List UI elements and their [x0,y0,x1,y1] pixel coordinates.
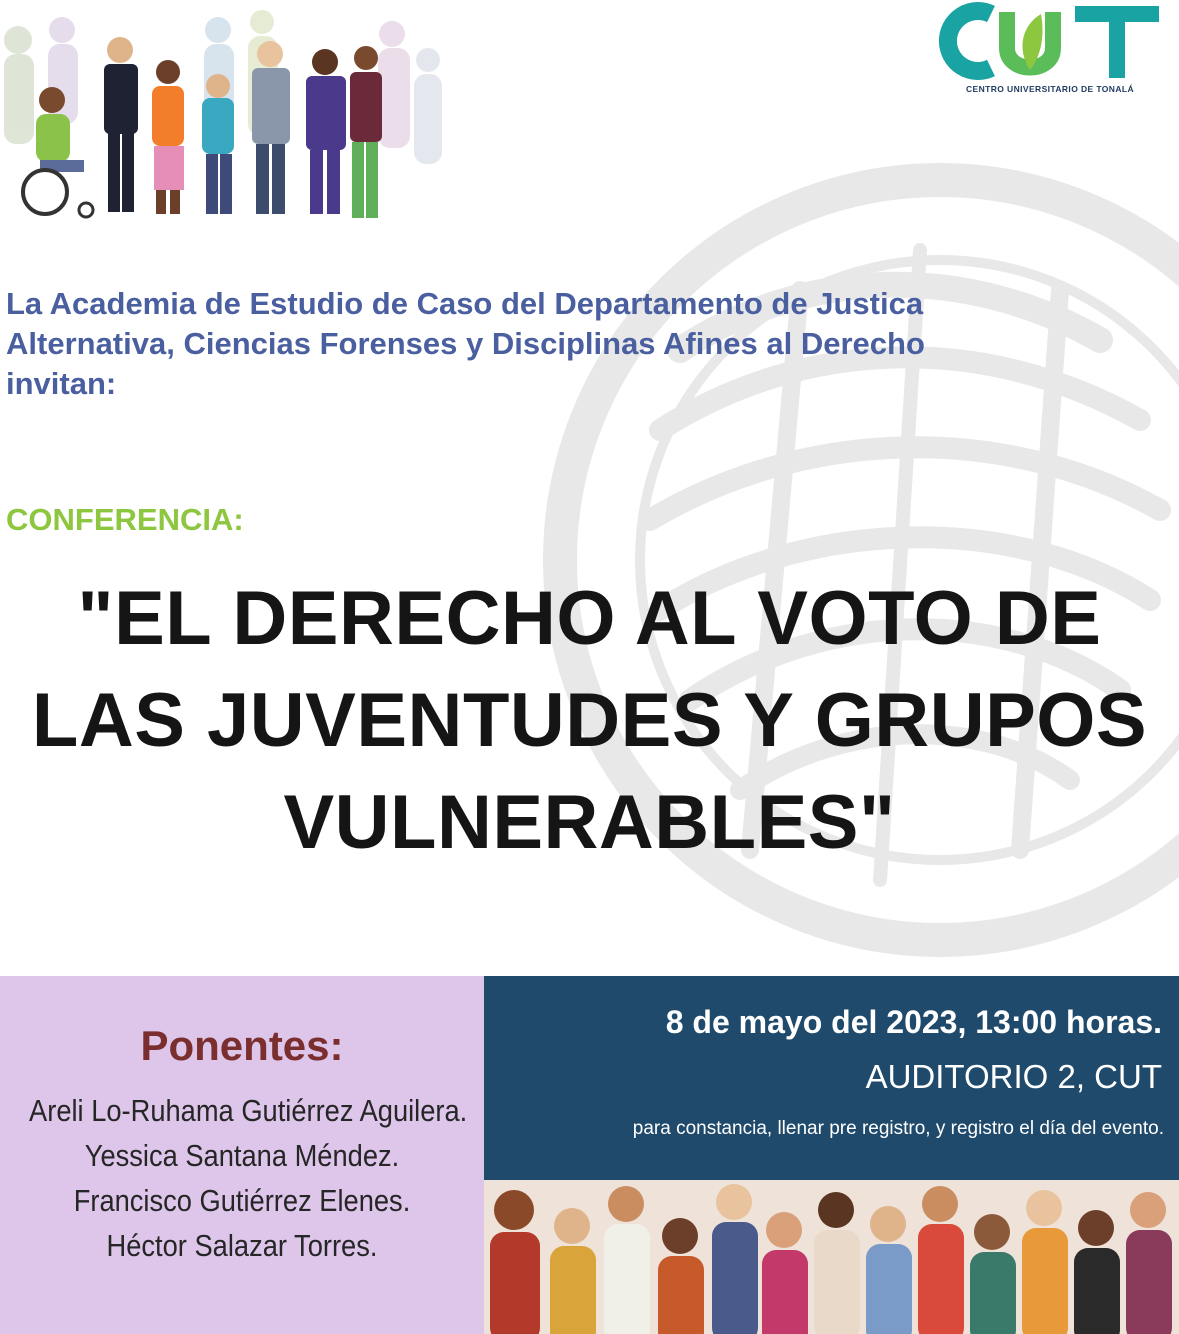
logo-subtitle: CENTRO UNIVERSITARIO DE TONALÁ [966,84,1134,94]
speaker-name: Héctor Salazar Torres. [106,1228,378,1263]
intro-line: Alternativa, Ciencias Forenses y Disciplinas Afines al Derecho [6,326,925,361]
cut-logo [925,0,1175,110]
diverse-crowd-illustration [0,0,450,232]
title-line: LAS JUVENTUDES Y GRUPOS [31,678,1148,763]
cut-logo-mark [929,0,1169,82]
intro-line: La Academia de Estudio de Caso del Departamento de Justica [6,286,924,321]
speaker-name: Yessica Santana Méndez. [84,1138,400,1173]
intro-text [6,284,1126,404]
speakers-heading: Ponentes: [140,1022,344,1069]
event-datetime: 8 de mayo del 2023, 13:00 horas. [665,1004,1162,1040]
title-line: "EL DERECHO AL VOTO DE [77,576,1102,661]
speaker-name: Areli Lo-Ruhama Gutiérrez Aguilera. [29,1093,468,1128]
speakers-list [29,1088,468,1268]
crowd-photo-illustration [484,1180,1179,1334]
conference-title [0,568,1179,874]
conference-label: CONFERENCIA: [6,502,244,537]
event-location: AUDITORIO 2, CUT [865,1058,1162,1095]
event-registration-note: para constancia, llenar pre registro, y registro el día del evento. [632,1118,1164,1139]
intro-line: invitan: [6,366,117,401]
speaker-name: Francisco Gutiérrez Elenes. [73,1183,411,1218]
title-line: VULNERABLES" [283,780,896,865]
